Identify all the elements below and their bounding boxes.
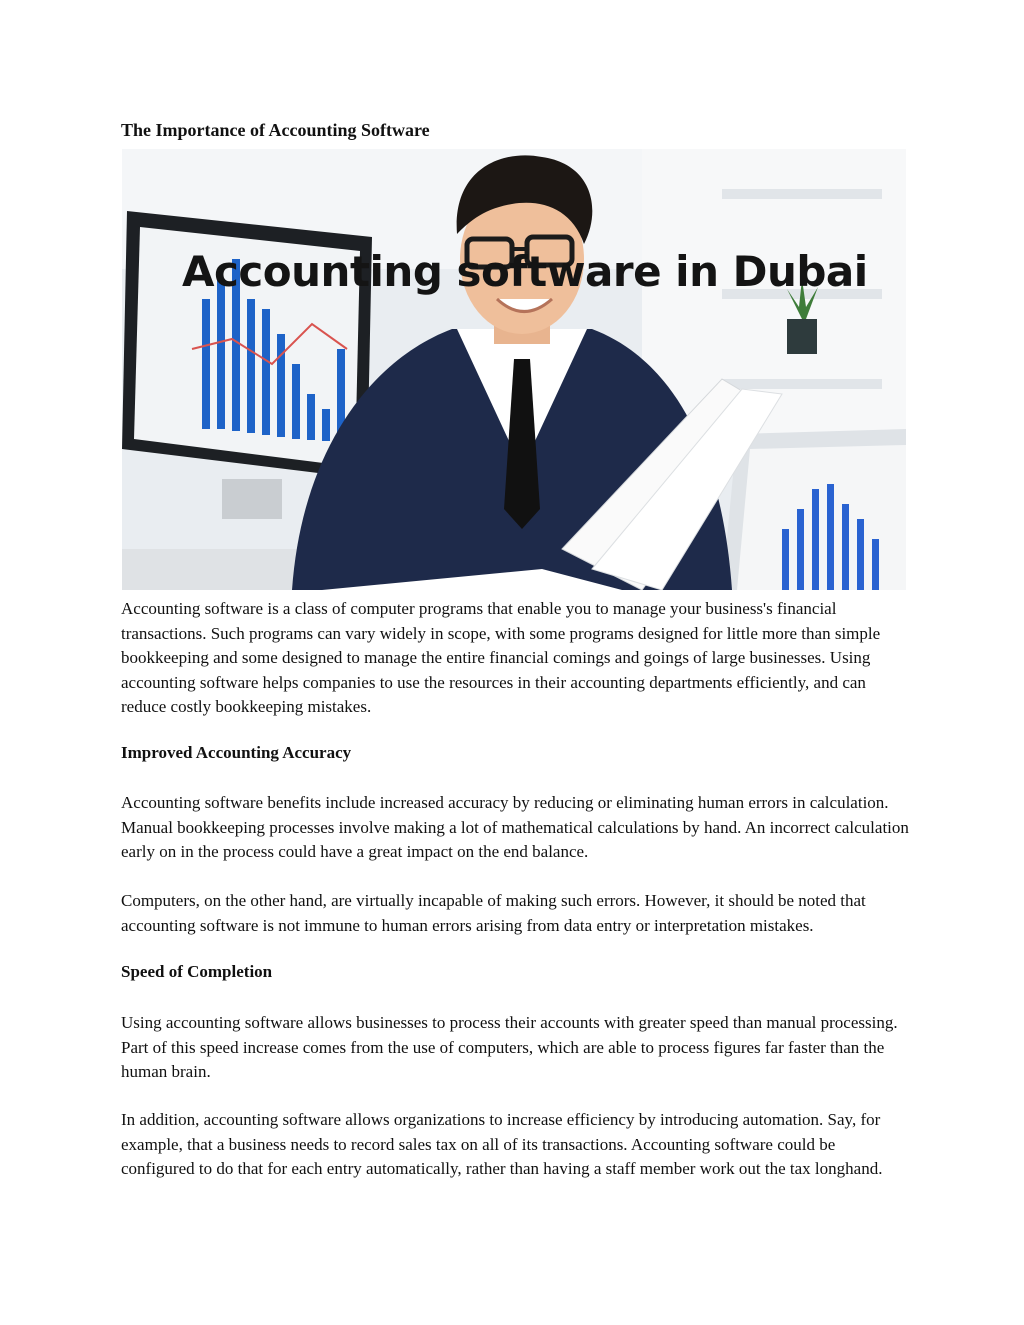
document-title: The Importance of Accounting Software (121, 120, 430, 140)
speed-paragraph-1: Using accounting software allows businesses to process their accounts with greater speed than manual processing. Part of this speed increase comes from the use of computers, which are able to process figures far faster than the human brain. (121, 1013, 898, 1081)
section-heading-speed: Speed of Completion (121, 962, 273, 981)
intro-paragraph: Accounting software is a class of computer programs that enable you to manage your business's financial transactions. Such programs can vary widely in scope, with some programs designed for little more than simple bookkeeping and some designed to manage the entire financial comings and goings of large businesses. Using accounting software helps companies to use the resources in their accounting departments efficiently, and can reduce costly bookkeeping mistakes. (121, 599, 881, 716)
hero-image (122, 149, 906, 590)
right-tablet (722, 429, 906, 590)
accuracy-paragraph-1: Accounting software benefits include increased accuracy by reducing or eliminating human errors in calculation. Manual bookkeeping processes involve making a lot of mathematical calculations by hand. An incorrect calculation early on in the process could have a great impact on the end balance. (121, 793, 909, 861)
section-heading-accuracy: Improved Accounting Accuracy (121, 743, 352, 762)
accuracy-paragraph-2: Computers, on the other hand, are virtually incapable of making such errors. However, it should be noted that accounting software is not immune to human errors arising from data entry or interpretation mistakes. (121, 891, 866, 935)
speed-paragraph-2: In addition, accounting software allows organizations to increase efficiency by introducing automation. Say, for example, that a business needs to record sales tax on all of its transactions. Accounting software could be configured to do that for each entry automatically, rather than having a staff member work out the tax longhand. (121, 1110, 883, 1178)
hero-illustration (122, 149, 906, 590)
hero-caption: Accounting software in Dubai (182, 247, 868, 296)
